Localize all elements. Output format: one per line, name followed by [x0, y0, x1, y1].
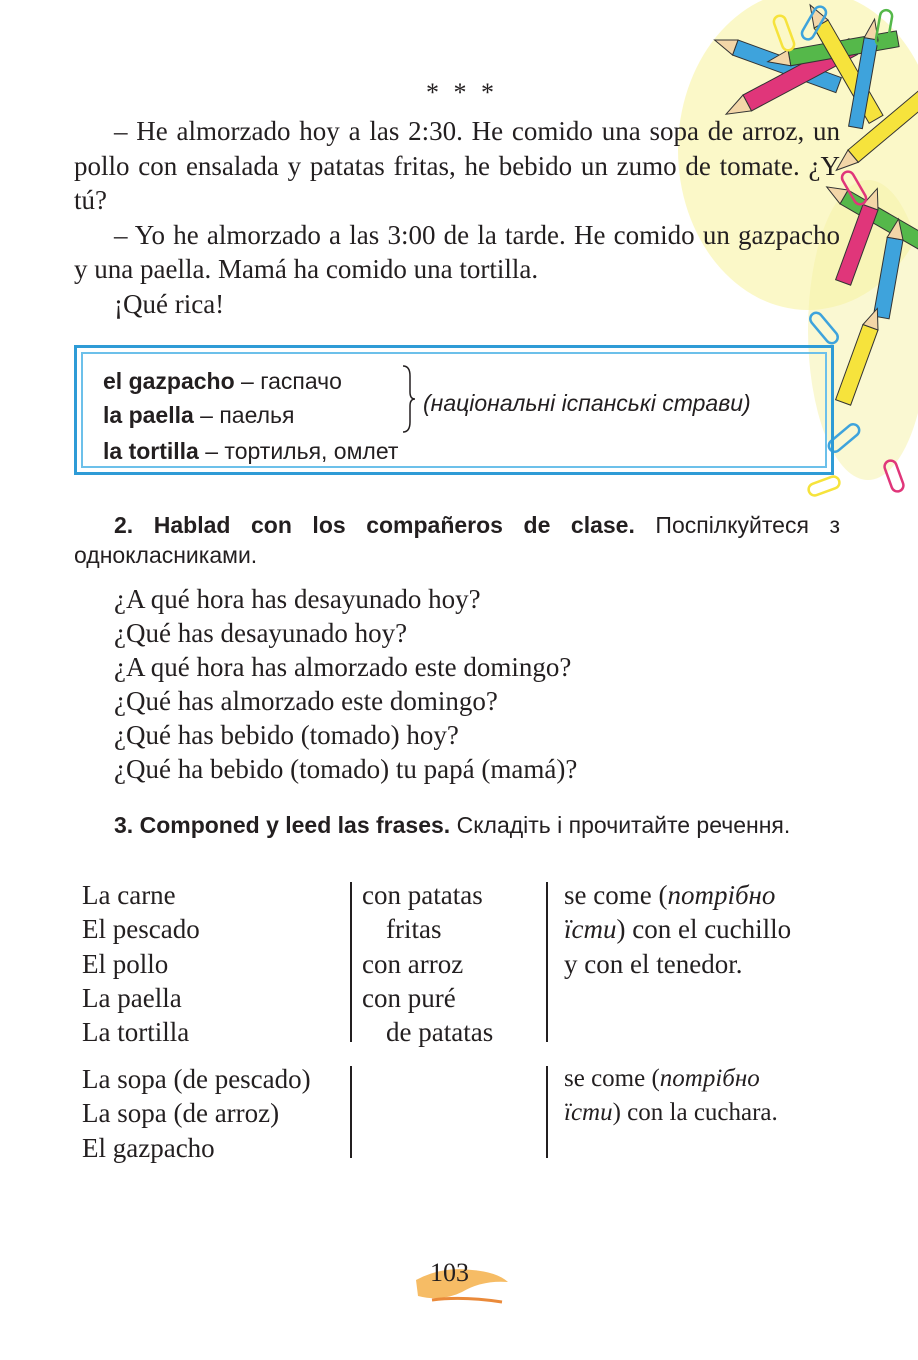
list-item: ¿Qué has almorzado este domingo?: [114, 686, 498, 716]
curly-brace-icon: [401, 364, 417, 434]
vocab-item-paella: la paella – паелья: [103, 402, 295, 428]
list-item: ¿Qué has desayunado hoy?: [114, 618, 408, 648]
vocabulary-box: [74, 345, 834, 475]
question-list: [114, 582, 577, 786]
task-3-heading: [74, 810, 840, 840]
task-2-number: 2.: [114, 512, 134, 538]
dialogue-text: [74, 114, 840, 321]
group-2-subjects: La sopa (de pescado) La sopa (de arroz) El gazpacho: [82, 1064, 311, 1163]
group-2-method: se come (потрібно їсти) con la cuchara.: [564, 1065, 778, 1127]
task-3-instruction: Складіть і прочитайте речення.: [456, 812, 791, 838]
vocab-item-tortilla: la tortilla – тортилья, омлет: [103, 438, 399, 464]
dialogue-line-1: – He almorzado hoy a las 2:30. He comido una sopa de arroz, un pollo con ensalada y patatas fritas, he bebido un zumo de tomate. ¿Y tú?: [74, 116, 840, 215]
group-1-method: se come (потрібно їсти) con el cuchillo y con el tenedor.: [564, 880, 792, 979]
task-3-number: 3.: [114, 812, 134, 838]
dialogue-line-3: ¡Qué rica!: [114, 288, 225, 319]
list-item: ¿A qué hora has desayunado hoy?: [114, 584, 481, 614]
list-item: ¿Qué ha bebido (tomado) tu papá (mamá)?: [114, 754, 578, 784]
section-separator: * * *: [426, 78, 498, 107]
group-1-subjects: La carne El pescado El pollo La paella La tortilla: [82, 880, 200, 1048]
column-divider: [350, 1066, 352, 1158]
column-divider: [350, 882, 352, 1042]
task-2-heading: [74, 510, 840, 570]
task-3-title: Componed y leed las frases.: [139, 812, 451, 838]
list-item: ¿Qué has bebido (tomado) hoy?: [114, 720, 459, 750]
task-2-title: Hablad con los compañeros de clase.: [153, 512, 635, 538]
list-item: ¿A qué hora has almorzado este domingo?: [114, 652, 572, 682]
vocab-note: (національні іспанські страви): [423, 390, 751, 416]
vocab-item-gazpacho: el gazpacho – гаспачо: [103, 368, 342, 394]
task-2-instruction: Поспілкуйтеся з однокласниками.: [74, 512, 841, 568]
group-1-sides: con patatas fritas con arroz con puré de patatas: [362, 880, 494, 1048]
column-divider: [546, 1066, 548, 1158]
page-number: 103: [412, 1252, 512, 1312]
dialogue-line-2: – Yo he almorzado a las 3:00 de la tarde. He comido un gazpacho y una paella. Mamá ha comido una tortilla.: [74, 219, 840, 284]
column-divider: [546, 882, 548, 1042]
